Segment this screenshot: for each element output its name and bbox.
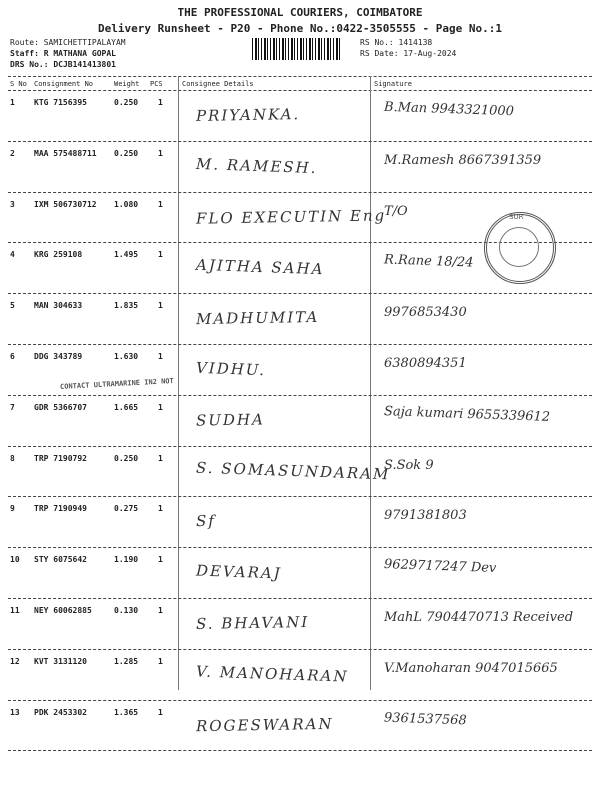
row-pcs: 1	[158, 250, 163, 260]
row-pcs: 1	[158, 402, 163, 412]
row-divider	[8, 293, 592, 294]
row-pcs: 1	[158, 352, 163, 361]
header-subtitle: Delivery Runsheet - P20 - Phone No.:0422-3505555 - Page No.:1	[98, 22, 502, 35]
row-weight: 0.250	[114, 148, 139, 158]
row-weight: 0.130	[114, 606, 139, 615]
row-sno: 1	[10, 98, 15, 107]
row-signature-handwriting: M.Ramesh 8667391359	[384, 152, 542, 168]
row-consignment-no: PDK 2453302	[34, 707, 87, 717]
row-consignee-handwriting: V. MANOHARAN	[195, 662, 349, 686]
row-sno: 5	[10, 301, 15, 311]
row-divider	[8, 496, 592, 497]
row-consignment-no: KTG 7156395	[34, 98, 87, 107]
row-signature-handwriting: T/O	[384, 203, 408, 219]
row-weight: 1.365	[114, 707, 139, 717]
row-pcs: 1	[158, 148, 163, 158]
row-sno: 4	[10, 250, 15, 260]
col-signature: Signature	[374, 80, 412, 88]
row-sno: 6	[10, 352, 15, 361]
row-divider	[8, 649, 592, 650]
col-consignee: Consignee Details	[182, 80, 254, 88]
row-divider	[8, 598, 592, 599]
row-consignee-handwriting: SUDHA	[195, 410, 266, 430]
row-sno: 7	[10, 402, 15, 412]
row-consignee-handwriting: ROGESWARAN	[195, 714, 334, 735]
receipt-stamp	[484, 212, 556, 284]
row-consignee-handwriting: S. SOMASUNDARAM	[195, 458, 391, 483]
row-weight: 1.665	[114, 402, 139, 412]
stamp-text: SUR	[509, 213, 524, 221]
row-consignment-no: IXM 506730712	[34, 199, 97, 209]
row-divider	[8, 547, 592, 548]
col-weight: Weight	[114, 80, 140, 88]
row-pcs: 1	[158, 707, 163, 717]
row-pcs: 1	[158, 555, 163, 565]
row-sno: 11	[10, 606, 20, 615]
row-signature-handwriting: 6380894351	[384, 356, 467, 371]
row-weight: 0.250	[114, 453, 139, 463]
row-weight: 1.285	[114, 656, 139, 666]
row-sno: 12	[10, 656, 20, 666]
row-pcs: 1	[158, 98, 163, 107]
row-divider	[8, 750, 592, 751]
row-consignment-no: TRP 7190949	[34, 504, 87, 514]
row-pcs: 1	[158, 199, 163, 209]
route-label: Route: SAMICHETTIPALAYAM	[10, 38, 126, 47]
row-consignee-handwriting: PRIYANKA.	[195, 105, 301, 125]
row-consignee-handwriting: S. BHAVANI	[195, 613, 310, 633]
col-sno: S No	[10, 80, 27, 88]
header-title: THE PROFESSIONAL COURIERS, COIMBATORE	[177, 6, 423, 19]
row-consignment-no: DDG 343789	[34, 352, 83, 361]
row-weight: 1.190	[114, 555, 139, 565]
col-consignment: Consignment No	[34, 80, 94, 88]
row-signature-handwriting: B.Man 9943321000	[383, 99, 515, 120]
row-consignee-handwriting: MADHUMITA	[195, 308, 320, 329]
row-sno: 8	[10, 453, 15, 463]
row-divider	[8, 446, 592, 447]
row-consignee-handwriting: DEVARAJ	[195, 561, 283, 583]
table-header-rule	[8, 90, 592, 91]
row-sno: 13	[10, 707, 20, 717]
col-pcs: PCS	[150, 80, 163, 88]
row-signature-handwriting: 9791381803	[384, 508, 467, 524]
row-weight: 1.495	[114, 250, 139, 260]
overprint-text: CONTACT ULTRAMARINE IN2 NOT	[59, 377, 174, 391]
row-divider	[8, 395, 592, 396]
staff-label: Staff: R MATHANA GOPAL	[10, 49, 116, 58]
row-consignment-no: MAN 304633	[34, 301, 83, 311]
row-consignee-handwriting: M. RAMESH.	[195, 154, 318, 177]
row-pcs: 1	[158, 504, 163, 514]
drs-label: DRS No.: DCJB141413801	[10, 60, 116, 69]
row-pcs: 1	[158, 453, 163, 463]
row-signature-handwriting: S.Sok 9	[384, 457, 434, 473]
row-consignee-handwriting: Sf	[195, 512, 216, 531]
row-signature-handwriting: V.Manoharan 9047015665	[384, 660, 558, 676]
row-consignment-no: STY 6075642	[34, 555, 87, 565]
row-weight: 0.250	[114, 98, 139, 107]
row-consignment-no: MAA 575488711	[34, 148, 97, 158]
row-consignment-no: KVT 3131120	[34, 656, 87, 666]
row-pcs: 1	[158, 301, 163, 311]
row-sno: 3	[10, 199, 15, 209]
row-signature-handwriting: R.Rane 18/24	[383, 252, 474, 271]
row-signature-handwriting: 9976853430	[384, 305, 467, 321]
row-pcs: 1	[158, 606, 163, 615]
row-consignee-handwriting: AJITHA SAHA	[195, 256, 325, 279]
row-consignment-no: KRG 259108	[34, 250, 83, 260]
row-weight: 1.630	[114, 352, 139, 361]
row-signature-handwriting: Saja kumari 9655339612	[383, 403, 551, 425]
row-divider	[8, 700, 592, 701]
barcode	[252, 38, 342, 60]
row-weight: 1.835	[114, 301, 139, 311]
row-weight: 0.275	[114, 504, 139, 514]
row-pcs: 1	[158, 656, 163, 666]
row-divider	[8, 192, 592, 193]
row-consignment-no: TRP 7190792	[34, 453, 87, 463]
row-divider	[8, 344, 592, 345]
stamp-inner-ring	[499, 227, 539, 267]
rs-date-label: RS Date: 17-Aug-2024	[360, 49, 457, 58]
row-sno: 10	[10, 555, 20, 565]
row-signature-handwriting: 9629717247 Dev	[383, 557, 497, 577]
row-signature-handwriting: 9361537568	[383, 710, 467, 729]
rs-no-label: RS No.: 1414138	[360, 38, 433, 47]
row-divider	[8, 141, 592, 142]
row-sno: 2	[10, 148, 15, 158]
row-weight: 1.080	[114, 199, 139, 209]
row-consignment-no: GDR 5366707	[34, 402, 87, 412]
row-signature-handwriting: MahL 7904470713 Received	[384, 610, 574, 625]
row-consignment-no: NEY 60062885	[34, 606, 92, 615]
row-consignee-handwriting: FLO EXECUTIN Eng	[195, 205, 387, 228]
row-sno: 9	[10, 504, 15, 514]
row-consignee-handwriting: VIDHU.	[195, 358, 267, 380]
table-top-rule	[8, 76, 592, 77]
